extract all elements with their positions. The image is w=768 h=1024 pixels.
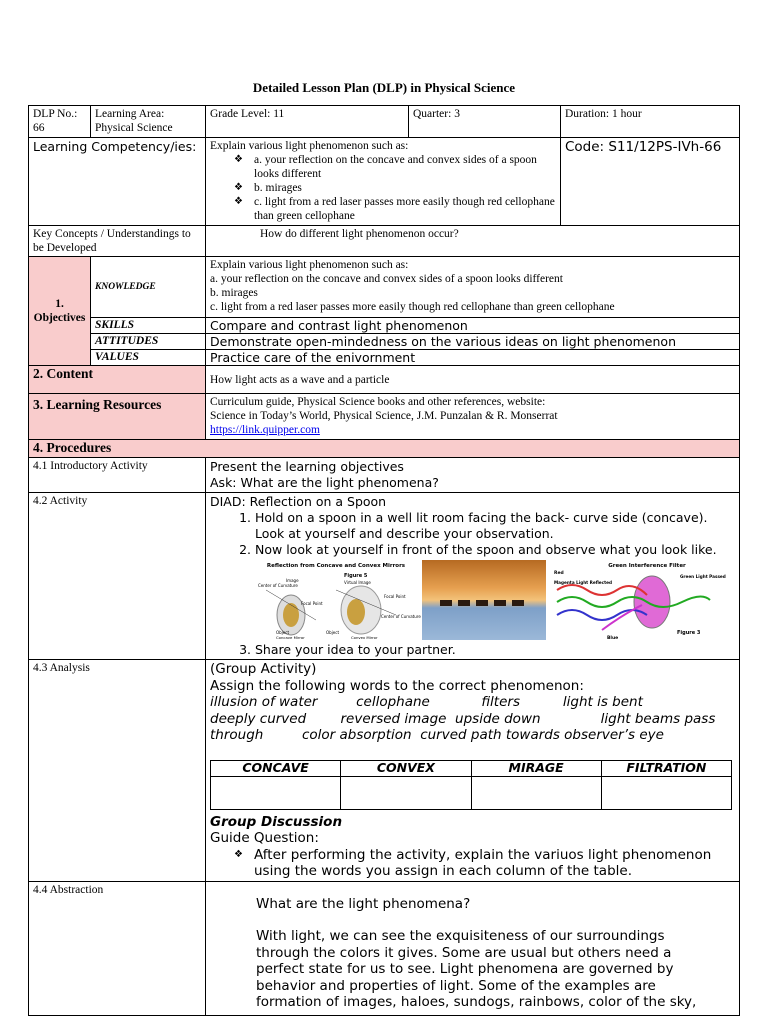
knowledge-line: Explain various light phenomenon such as: [210, 259, 409, 271]
word-line: deeply curved reversed image upside down light beams pass [210, 710, 716, 727]
analysis-text [206, 660, 740, 882]
red-wave [557, 585, 647, 595]
intro-activity-text [206, 458, 740, 493]
table-header: CONVEX [341, 760, 471, 776]
activity-title: DIAD: Reflection on a Spoon [210, 494, 387, 509]
mirror-label: Convex Mirror [351, 635, 378, 640]
analysis-line: (Group Activity) [210, 661, 317, 677]
filter-diagram [552, 560, 726, 641]
table-cell[interactable] [341, 776, 471, 809]
duration: Duration: 1 hour [561, 106, 740, 138]
discussion-title: Group Discussion [210, 813, 343, 830]
list-item: ❖ b. mirages [234, 181, 556, 195]
activity-text [206, 493, 740, 660]
mirror-label: Image [286, 578, 299, 583]
values-label: VALUES [91, 350, 206, 366]
resources-line: Science in Today’s World, Physical Science, J.M. Punzalan & R. Monserrat [210, 410, 558, 422]
list-item: ❖ After performing the activity, explain the variuos light phenomenon using the words you assign in each column of the table. [234, 847, 735, 880]
abstraction-label: 4.4 Abstraction [29, 881, 206, 1015]
word-line: illusion of water cellophane filters light is bent [210, 694, 643, 710]
grade-level: Grade Level: 11 [206, 106, 409, 138]
skills-text: Compare and contrast light phenomenon [206, 318, 740, 334]
mirror-label: Focal Point [301, 601, 323, 606]
mirror-figure [256, 560, 421, 640]
resources-line: Curriculum guide, Physical Science books and other references, website: [210, 396, 546, 408]
table-header: MIRAGE [471, 760, 601, 776]
magenta-wave [602, 605, 642, 630]
content-label: 2. Content [29, 366, 206, 394]
mirror-label: Focal Point [384, 594, 406, 599]
blue-wave [557, 610, 647, 620]
table-cell[interactable] [601, 776, 731, 809]
mirror-label: Object [326, 630, 340, 635]
intro-line: Present the learning objectives [210, 459, 404, 474]
key-concepts-text: How do different light phenomenon occur? [206, 226, 740, 257]
mirror-label: Virtual Image [344, 580, 371, 585]
filter-disc [634, 576, 670, 628]
abstraction-paragraph: With light, we can see the exquisiteness of our surroundings through the colors it gives. Some are usual but others need a perfect state for us to see. Light phenomena are governed by behavior and properties of light. Some of the examples are formation of images, haloes, sundogs, rainbows, color of the sky, [256, 928, 697, 1010]
attitudes-text: Demonstrate open-mindedness on the various ideas on light phenomenon [206, 334, 740, 350]
mirror-figure-label: Figure 5 [344, 573, 368, 579]
abstraction-text [206, 881, 740, 1015]
list-item: 3. Share your idea to your partner. [255, 642, 735, 658]
competency-text [206, 138, 561, 226]
filter-label: Figure 3 [677, 630, 701, 636]
intro-line: Ask: What are the light phenomena? [210, 475, 439, 490]
competency-intro: Explain various light phenomenon such as: [210, 140, 409, 152]
resources-link[interactable]: https://link.quipper.com [210, 424, 320, 436]
filter-figure [552, 560, 726, 641]
activity-steps-cont [210, 642, 735, 658]
activity-label: 4.2 Activity [29, 493, 206, 660]
concave-image-shape [283, 603, 299, 627]
values-text: Practice care of the enivornment [206, 350, 740, 366]
mirror-diagram [256, 560, 421, 640]
analysis-label: 4.3 Analysis [29, 660, 206, 882]
resources-label: 3. Learning Resources [29, 394, 206, 440]
content-text: How light acts as a wave and a particle [206, 366, 740, 394]
mirror-label: Center of Curvature [381, 614, 421, 619]
procedures-label: 4. Procedures [29, 440, 740, 458]
mirror-label: Object [276, 630, 290, 635]
competency-label: Learning Competency/ies: [29, 138, 206, 226]
objectives-label: 1. Objectives [29, 257, 91, 366]
key-concepts-label: Key Concepts / Understandings to be Developed [29, 226, 206, 257]
skills-label: SKILLS [91, 318, 206, 334]
competency-list [210, 153, 556, 223]
list-item: ❖ a. your reflection on the concave and convex sides of a spoon looks different [234, 153, 556, 181]
filter-label: Magenta Light Reflected [554, 580, 612, 585]
table-header: CONCAVE [211, 760, 341, 776]
mirage-photo [422, 560, 546, 640]
filter-label: Red [554, 571, 564, 576]
competency-code: Code: S11/12PS-IVh-66 [561, 138, 740, 226]
filter-title: Green Interference Filter [608, 563, 686, 569]
dlp-number: DLP No.: 66 [29, 106, 91, 138]
filter-label: Green Light Passed [680, 574, 726, 579]
intro-activity-label: 4.1 Introductory Activity [29, 458, 206, 493]
document-title: Detailed Lesson Plan (DLP) in Physical Science [252, 80, 516, 95]
attitudes-label: ATTITUDES [91, 334, 206, 350]
mirror-label: Concave Mirror [276, 635, 305, 640]
resources-text [206, 394, 740, 440]
mirror-label: Center of Curvature [258, 583, 298, 588]
knowledge-label: KNOWLEDGE [91, 257, 206, 318]
knowledge-line: a. your reflection on the concave and convex sides of a spoon looks different [210, 273, 563, 285]
filter-label: Blue [607, 636, 619, 641]
lesson-plan-table [28, 105, 740, 1016]
table-cell[interactable] [211, 776, 341, 809]
guide-label: Guide Question: [210, 830, 319, 846]
learning-area: Learning Area: Physical Science [91, 106, 206, 138]
activity-images [256, 560, 735, 640]
camel-silhouettes [422, 560, 546, 640]
list-item: 1. Hold on a spoon in a well lit room facing the back- curve side (concave). Look at yourself and describe your observation. [255, 510, 735, 542]
mirror-title: Reflection from Concave and Convex Mirrors [266, 563, 406, 569]
knowledge-text [206, 257, 740, 318]
list-item: ❖ c. light from a red laser passes more easily though red cellophane than green cellophane [234, 195, 556, 223]
knowledge-line: b. mirages [210, 287, 258, 299]
phenomena-table [210, 760, 732, 810]
activity-steps [210, 510, 735, 558]
convex-image-shape [347, 599, 365, 625]
green-wave [557, 596, 710, 607]
table-header: FILTRATION [601, 760, 731, 776]
table-cell[interactable] [471, 776, 601, 809]
quarter: Quarter: 3 [409, 106, 561, 138]
list-item: 2. Now look at yourself in front of the spoon and observe what you look like. [255, 542, 735, 558]
word-line: through color absorption curved path towards observer’s eye [210, 727, 664, 743]
knowledge-line: c. light from a red laser passes more easily though red cellophane than green cellophane [210, 301, 615, 313]
abstraction-question: What are the light phenomena? [256, 895, 471, 912]
analysis-line: Assign the following words to the correct phenomenon: [210, 677, 584, 694]
guide-list [210, 847, 735, 880]
